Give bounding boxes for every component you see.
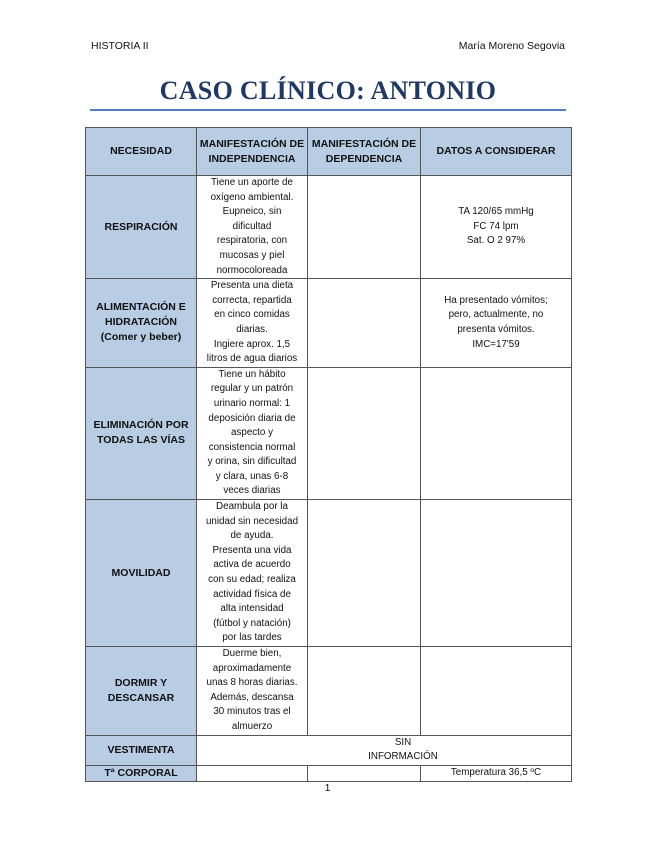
- no-information-cell: SIN INFORMACIÓN: [197, 735, 572, 765]
- independence-cell: [197, 765, 308, 781]
- title-underline: [90, 109, 566, 111]
- running-header-left: HISTORIA II: [91, 40, 149, 52]
- independence-cell: Presenta una dieta correcta, repartida en cinco comidas diarias. Ingiere aprox. 1,5 litros de agua diarios: [197, 279, 308, 368]
- header-independence: MANIFESTACIÓN DE INDEPENDENCIA: [197, 128, 308, 176]
- header-data: DATOS A CONSIDERAR: [421, 128, 572, 176]
- dependence-cell: [308, 176, 421, 279]
- header-need: NECESIDAD: [86, 128, 197, 176]
- dependence-cell: [308, 647, 421, 736]
- need-cell: MOVILIDAD: [86, 500, 197, 647]
- table-row-temperature: [86, 765, 572, 781]
- page-number: 1: [324, 782, 331, 794]
- need-cell: VESTIMENTA: [86, 735, 197, 765]
- data-cell: Temperatura 36,5 ºC: [421, 765, 572, 781]
- independence-cell: Tiene un aporte de oxígeno ambiental. Eupneico, sin dificultad respiratoria, con mucosas y piel normocoloreada: [197, 176, 308, 279]
- header-dependence: MANIFESTACIÓN DE DEPENDENCIA: [308, 128, 421, 176]
- data-cell: [421, 647, 572, 736]
- independence-cell: Duerme bien, aproximadamente unas 8 horas diarias. Además, descansa 30 minutos tras el almuerzo: [197, 647, 308, 736]
- need-cell: DORMIR Y DESCANSAR: [86, 647, 197, 736]
- dependence-cell: [308, 765, 421, 781]
- data-cell: [421, 367, 572, 499]
- page-title: CASO CLÍNICO: ANTONIO: [159, 76, 497, 105]
- data-cell: [421, 500, 572, 647]
- need-cell: ELIMINACIÓN POR TODAS LAS VÍAS: [86, 367, 197, 499]
- table-row-vestimenta: [86, 735, 572, 765]
- table-row: [86, 500, 572, 647]
- independence-cell: Deambula por la unidad sin necesidad de ayuda. Presenta una vida activa de acuerdo con su edad; realiza actividad física de alta intensidad (fútbol y natación) por las tardes: [197, 500, 308, 647]
- table-row: [86, 367, 572, 499]
- table-header-row: [86, 128, 572, 176]
- need-cell: ALIMENTACIÓN E HIDRATACIÓN (Comer y beber): [86, 279, 197, 368]
- need-cell: Tª CORPORAL: [86, 765, 197, 781]
- need-cell: RESPIRACIÓN: [86, 176, 197, 279]
- independence-cell: Tiene un hábito regular y un patrón urinario normal: 1 deposición diaria de aspecto y consistencia normal y orina, sin dificultad y clara, unas 6-8 veces diarias: [197, 367, 308, 499]
- table-row: [86, 279, 572, 368]
- table-row: [86, 647, 572, 736]
- dependence-cell: [308, 279, 421, 368]
- data-cell: Ha presentado vómitos; pero, actualmente, no presenta vómitos. IMC=17'59: [421, 279, 572, 368]
- data-cell: TA 120/65 mmHg FC 74 lpm Sat. O 2 97%: [421, 176, 572, 279]
- table-row: [86, 176, 572, 279]
- care-needs-table: [85, 127, 572, 782]
- running-header-right: María Moreno Segovia: [458, 40, 565, 52]
- dependence-cell: [308, 367, 421, 499]
- dependence-cell: [308, 500, 421, 647]
